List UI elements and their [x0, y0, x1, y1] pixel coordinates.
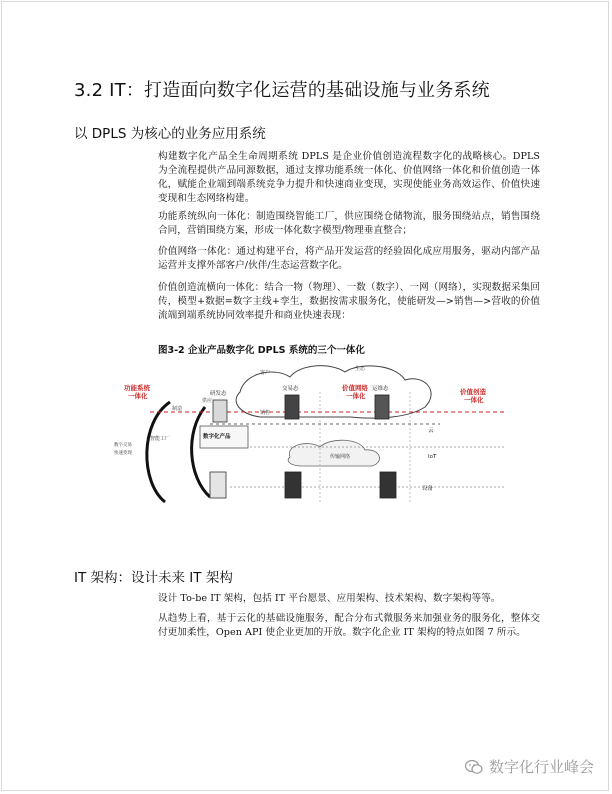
- label-sales: 销售: [260, 410, 271, 416]
- label-digital-twin-line1: 数字交易: [114, 443, 132, 448]
- label-digital-twin-line2: 快速变现: [114, 451, 132, 456]
- label-value-network-line2: 一体化: [346, 392, 366, 400]
- label-rd: 研发态: [210, 391, 227, 397]
- label-iot: IoT: [428, 454, 437, 460]
- wechat-icon: [465, 759, 483, 775]
- paragraph-intro: 构建数字化产品全生命周期系统 DPLS 是企业价值创造流程数字化的战略核心。DPLS 为全流程提供产品同源数据，通过支撑功能系统一体化、价值网络一体化和价值创造一体化，赋能企业端到端系统竞争力提升和快速商业变现，实现使能业务高效运作、价值快速变现和生态网络构建。: [158, 151, 540, 204]
- subsection-title-it: IT 架构：设计未来 IT 架构: [74, 570, 233, 586]
- label-transport: 传输网络: [330, 454, 351, 460]
- server-bottom-3: [380, 472, 396, 498]
- label-value-creation-line1: 价值创造: [460, 388, 486, 396]
- server-rd: [213, 400, 227, 422]
- label-value-network-line1: 价值网络: [342, 384, 368, 392]
- paragraph-functional: 功能系统纵向一体化：制造围绕智能工厂，供应围绕仓储物流，服务围绕站点，销售围绕合同，营销围绕方案，形成一体化数字模型/物理垂直整合；: [158, 211, 540, 236]
- label-deliver: 交易态: [282, 386, 299, 392]
- subsection-title-dpls: 以 DPLS 为核心的业务应用系统: [74, 126, 266, 142]
- label-value-creation: [460, 387, 487, 404]
- server-operate: [375, 395, 389, 419]
- server-deliver: [285, 395, 299, 419]
- label-value-creation-line2: 一体化: [464, 396, 484, 404]
- label-cloud: 云: [428, 428, 434, 434]
- left-arc: [147, 402, 170, 502]
- label-ecosystem: 生态: [355, 366, 366, 372]
- label-functional: [124, 383, 151, 400]
- label-smart-factory: 智能工厂: [150, 436, 171, 442]
- dpls-diagram: [110, 362, 510, 512]
- figure-caption: 图3-2 企业产品数字化 DPLS 系统的三个一体化: [158, 345, 365, 356]
- server-bottom-1: [210, 472, 226, 498]
- paragraph-value-creation: 价值创造流横向一体化：结合一物（物理）、一数（数字）、一网（网络），实现数据采集回传，模型+数据=数字主线+孪生，数据按需求服务化，使能研发—>销售—>营收的价值流端到端系统协同效率提升和商业快速表现：: [158, 282, 540, 321]
- label-value-network: [342, 383, 369, 400]
- label-digital-product: 数字化产品: [203, 434, 231, 440]
- watermark: [465, 756, 594, 777]
- watermark-text: 数字化行业峰会: [488, 758, 594, 776]
- label-operate: 运维态: [372, 386, 389, 392]
- paragraph-it-design: 设计 To-be IT 架构，包括 IT 平台愿景、应用架构、技术架构、数字架构等等。: [158, 593, 501, 604]
- paragraph-it-trend: 从趋势上看，基于云化的基础设施服务，配合分布式微服务来加强业务的服务化，整体交付更加柔性，Open API 使企业更加的开放。数字化企业 IT 架构的特点如图 7 所示。: [158, 613, 540, 638]
- paragraph-value-network: 价值网络一体化：通过构建平台，将产品开发运营的经验固化成应用服务，驱动内部产品运营并支撑外部客户/伙伴/生态运营数字化。: [158, 246, 540, 271]
- label-functional-line2: 一体化: [128, 392, 148, 400]
- label-manufacture: 制造: [172, 406, 183, 412]
- label-functional-line1: 功能系统: [124, 384, 150, 392]
- label-digital-twin: [114, 441, 132, 456]
- label-customer: 客户: [260, 370, 271, 376]
- section-heading: 3.2 IT：打造面向数字化运营的基础设施与业务系统: [74, 80, 490, 101]
- label-device: 设备: [422, 486, 434, 492]
- server-bottom-2: [285, 472, 301, 498]
- middle-arc: [192, 407, 210, 497]
- label-supply: 供应: [202, 398, 213, 404]
